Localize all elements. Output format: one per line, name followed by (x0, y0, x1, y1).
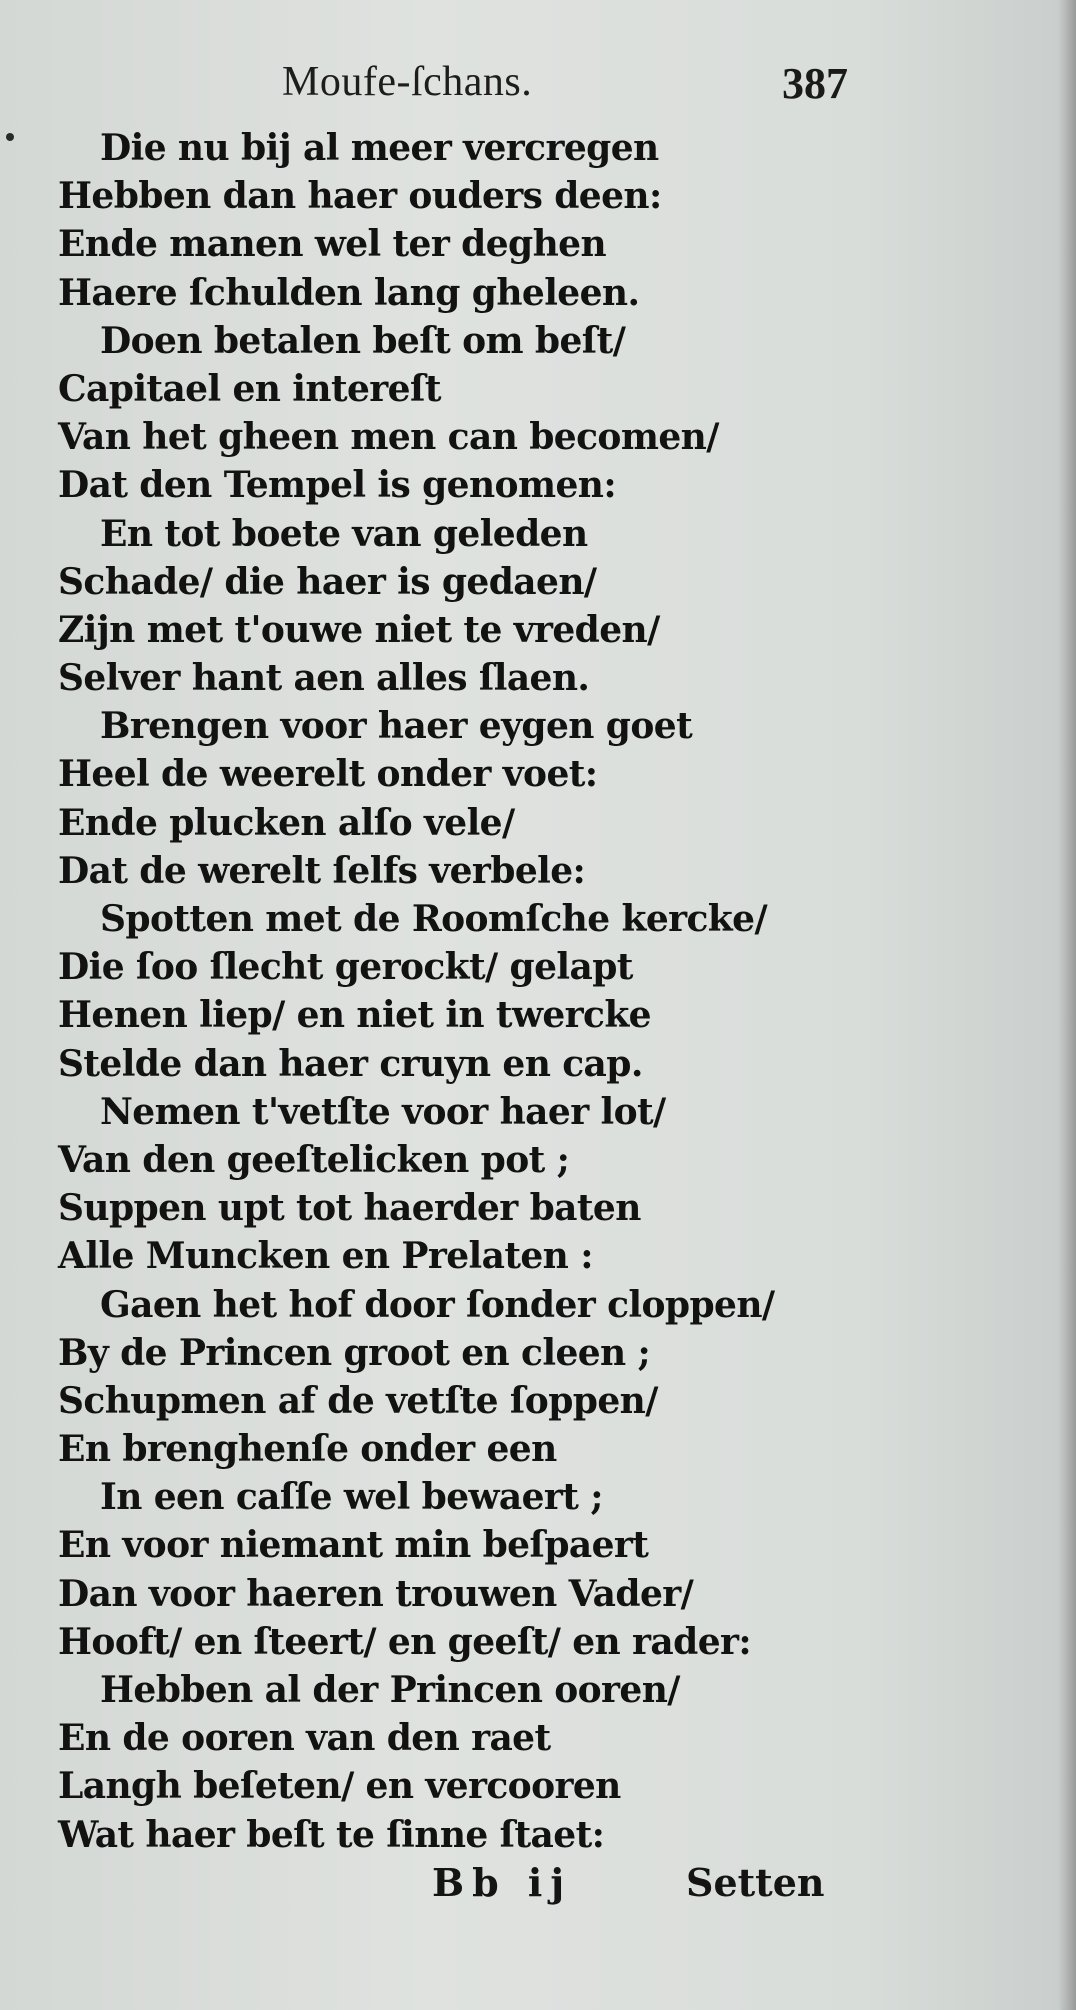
verse-line: Van den geeſtelicken pot ; (58, 1138, 570, 1181)
verse-line: Ende manen wel ter deghen (58, 223, 607, 266)
verse-line: Capitael en intereſt (58, 367, 441, 410)
verse-line: Hebben al der Princen ooren/ (100, 1669, 680, 1711)
verse-line: En de ooren van den raet (58, 1717, 551, 1760)
verse-line: Ende plucken alſo vele/ (58, 801, 515, 844)
verse-line: Hooft/ en ſteert/ en geeſt/ en rader: (58, 1620, 752, 1663)
verse-line: Wat haer beſt te ſinne ſtaet: (58, 1813, 605, 1856)
verse-line: Suppen upt tot haerder baten (58, 1187, 641, 1230)
verse-line: Van het gheen men can becomen/ (58, 416, 719, 459)
verse-line: Dat den Tempel is genomen: (58, 464, 617, 507)
verse-line: En brenghenſe onder een (58, 1428, 557, 1471)
verse-line: Langh beſeten/ en vercooren (58, 1765, 621, 1808)
signature-mark: Bb ij (432, 1860, 573, 1905)
verse-line: Stelde dan haer cruyn en cap. (58, 1042, 643, 1085)
verse-line: Henen liep/ en niet in twercke (58, 994, 651, 1037)
page-footer (0, 1860, 1076, 1920)
verse-line: Schade/ die haer is gedaen/ (58, 560, 597, 603)
verse-line: Alle Muncken en Prelaten : (58, 1235, 593, 1278)
verse-line: Nemen t'vetſte voor haer lot/ (100, 1090, 666, 1133)
verse-line: Brengen voor haer eygen goet (100, 705, 693, 748)
verse-line: Die nu bij al meer vercregen (100, 127, 659, 169)
verse-line: Hebben dan haer ouders deen: (58, 175, 662, 218)
catchword: Setten (686, 1860, 825, 1905)
verse-line: En tot boete van geleden (100, 512, 588, 555)
verse-line: Doen betalen beſt om beſt/ (100, 319, 626, 362)
verse-line: Die ſoo ſlecht gerockt/ gelapt (58, 946, 633, 989)
verse-line: Gaen het hof door ſonder cloppen/ (100, 1283, 775, 1326)
verse-line: Zijn met t'ouwe niet te vreden/ (58, 608, 660, 651)
verse-line: Haere ſchulden lang gheleen. (58, 271, 640, 314)
verse-line: Schupmen af de vetſte ſoppen/ (58, 1379, 658, 1422)
page-edge-shadow (1058, 0, 1076, 2010)
ink-speck (6, 133, 14, 141)
verse-block (58, 124, 858, 1859)
page-number: 387 (782, 59, 848, 108)
running-head: Moufe-ſchans. (282, 59, 533, 105)
verse-line: By de Princen groot en cleen ; (58, 1331, 651, 1374)
verse-line: Heel de weerelt onder voet: (58, 753, 598, 796)
verse-line: En voor niemant min beſpaert (58, 1524, 649, 1567)
verse-line: Dan voor haeren trouwen Vader/ (58, 1572, 694, 1615)
verse-line: Selver hant aen alles ſlaen. (58, 657, 590, 700)
verse-line: Spotten met de Roomſche kercke/ (100, 898, 767, 940)
verse-line: Dat de werelt ſelfs verbele: (58, 849, 586, 892)
verse-line: In een caſſe wel bewaert ; (100, 1476, 603, 1519)
